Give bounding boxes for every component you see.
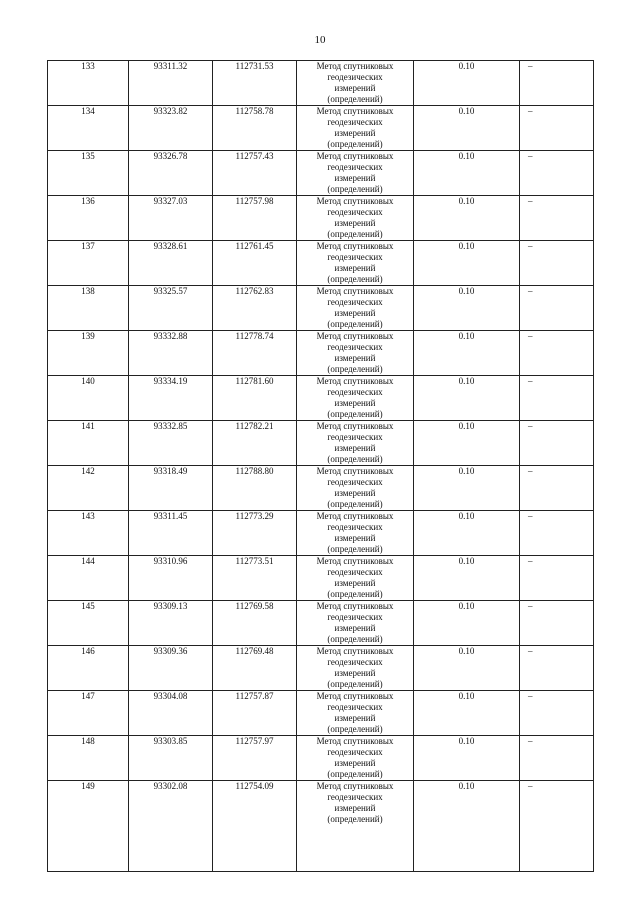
- accuracy-cell: 0.10: [414, 151, 520, 196]
- method-line: Метод спутниковых: [316, 106, 394, 116]
- method-line: измерений: [334, 83, 376, 93]
- y-coordinate-cell: 112773.29: [213, 511, 297, 556]
- description-cell: –: [520, 421, 594, 466]
- y-coordinate-cell: 112757.98: [213, 196, 297, 241]
- y-coordinate-cell: 112781.60: [213, 376, 297, 421]
- description-cell: –: [520, 511, 594, 556]
- method-line: измерений: [334, 173, 376, 183]
- method-line: геодезических: [327, 342, 383, 352]
- method-cell: [297, 151, 414, 196]
- method-cell: [297, 781, 414, 872]
- method-line: (определений): [327, 94, 383, 104]
- y-coordinate-cell: 112788.80: [213, 466, 297, 511]
- method-line: Метод спутниковых: [316, 646, 394, 656]
- method-line: Метод спутниковых: [316, 331, 394, 341]
- y-coordinate-cell: 112769.48: [213, 646, 297, 691]
- method-line: измерений: [334, 578, 376, 588]
- method-line: геодезических: [327, 117, 383, 127]
- y-coordinate-cell: 112757.87: [213, 691, 297, 736]
- table-row: [48, 196, 594, 241]
- x-coordinate-cell: 93311.45: [129, 511, 213, 556]
- method-line: (определений): [327, 634, 383, 644]
- point-number-cell: 144: [48, 556, 129, 601]
- method-line: (определений): [327, 454, 383, 464]
- table-row: [48, 511, 594, 556]
- coordinates-table: [47, 60, 594, 872]
- description-cell: –: [520, 556, 594, 601]
- method-cell: [297, 331, 414, 376]
- method-cell: [297, 376, 414, 421]
- table-row: [48, 646, 594, 691]
- method-line: геодезических: [327, 297, 383, 307]
- method-line: (определений): [327, 499, 383, 509]
- method-line: Метод спутниковых: [316, 286, 394, 296]
- description-cell: –: [520, 646, 594, 691]
- method-line: измерений: [334, 533, 376, 543]
- method-line: геодезических: [327, 432, 383, 442]
- method-line: геодезических: [327, 387, 383, 397]
- accuracy-cell: 0.10: [414, 421, 520, 466]
- point-number-cell: 147: [48, 691, 129, 736]
- x-coordinate-cell: 93309.13: [129, 601, 213, 646]
- method-line: геодезических: [327, 567, 383, 577]
- method-cell: [297, 511, 414, 556]
- point-number-cell: 140: [48, 376, 129, 421]
- description-cell: –: [520, 61, 594, 106]
- method-line: измерений: [334, 623, 376, 633]
- method-line: (определений): [327, 274, 383, 284]
- x-coordinate-cell: 93309.36: [129, 646, 213, 691]
- method-line: геодезических: [327, 522, 383, 532]
- method-line: геодезических: [327, 612, 383, 622]
- accuracy-cell: 0.10: [414, 286, 520, 331]
- x-coordinate-cell: 93304.08: [129, 691, 213, 736]
- method-line: геодезических: [327, 162, 383, 172]
- x-coordinate-cell: 93332.85: [129, 421, 213, 466]
- method-line: Метод спутниковых: [316, 556, 394, 566]
- method-line: геодезических: [327, 747, 383, 757]
- x-coordinate-cell: 93334.19: [129, 376, 213, 421]
- table-row: [48, 241, 594, 286]
- accuracy-cell: 0.10: [414, 736, 520, 781]
- method-line: Метод спутниковых: [316, 151, 394, 161]
- method-line: Метод спутниковых: [316, 511, 394, 521]
- method-cell: [297, 421, 414, 466]
- method-cell: [297, 286, 414, 331]
- method-line: измерений: [334, 803, 376, 813]
- description-cell: –: [520, 601, 594, 646]
- y-coordinate-cell: 112754.09: [213, 781, 297, 872]
- description-cell: –: [520, 376, 594, 421]
- accuracy-cell: 0.10: [414, 106, 520, 151]
- y-coordinate-cell: 112757.43: [213, 151, 297, 196]
- description-cell: –: [520, 151, 594, 196]
- method-line: Метод спутниковых: [316, 241, 394, 251]
- accuracy-cell: 0.10: [414, 466, 520, 511]
- y-coordinate-cell: 112758.78: [213, 106, 297, 151]
- description-cell: –: [520, 691, 594, 736]
- method-cell: [297, 106, 414, 151]
- method-line: Метод спутниковых: [316, 691, 394, 701]
- table-row: [48, 151, 594, 196]
- method-line: (определений): [327, 184, 383, 194]
- table-row: [48, 466, 594, 511]
- method-line: (определений): [327, 814, 383, 824]
- x-coordinate-cell: 93325.57: [129, 286, 213, 331]
- description-cell: –: [520, 331, 594, 376]
- description-cell: –: [520, 781, 594, 872]
- method-line: геодезических: [327, 702, 383, 712]
- method-line: Метод спутниковых: [316, 781, 394, 791]
- method-line: (определений): [327, 364, 383, 374]
- point-number-cell: 133: [48, 61, 129, 106]
- x-coordinate-cell: 93328.61: [129, 241, 213, 286]
- accuracy-cell: 0.10: [414, 601, 520, 646]
- table-row: [48, 556, 594, 601]
- table-row: [48, 736, 594, 781]
- x-coordinate-cell: 93302.08: [129, 781, 213, 872]
- method-line: измерений: [334, 758, 376, 768]
- y-coordinate-cell: 112773.51: [213, 556, 297, 601]
- method-line: Метод спутниковых: [316, 196, 394, 206]
- x-coordinate-cell: 93326.78: [129, 151, 213, 196]
- method-line: измерений: [334, 398, 376, 408]
- accuracy-cell: 0.10: [414, 511, 520, 556]
- y-coordinate-cell: 112762.83: [213, 286, 297, 331]
- method-line: измерений: [334, 353, 376, 363]
- accuracy-cell: 0.10: [414, 331, 520, 376]
- method-line: геодезических: [327, 792, 383, 802]
- point-number-cell: 138: [48, 286, 129, 331]
- y-coordinate-cell: 112782.21: [213, 421, 297, 466]
- table-row: [48, 376, 594, 421]
- y-coordinate-cell: 112761.45: [213, 241, 297, 286]
- accuracy-cell: 0.10: [414, 691, 520, 736]
- method-line: геодезических: [327, 207, 383, 217]
- method-cell: [297, 466, 414, 511]
- point-number-cell: 134: [48, 106, 129, 151]
- method-line: измерений: [334, 128, 376, 138]
- description-cell: –: [520, 241, 594, 286]
- table-row: [48, 691, 594, 736]
- table-row: [48, 781, 594, 872]
- method-cell: [297, 601, 414, 646]
- description-cell: –: [520, 286, 594, 331]
- point-number-cell: 143: [48, 511, 129, 556]
- y-coordinate-cell: 112757.97: [213, 736, 297, 781]
- accuracy-cell: 0.10: [414, 646, 520, 691]
- point-number-cell: 145: [48, 601, 129, 646]
- table-row: [48, 601, 594, 646]
- method-line: Метод спутниковых: [316, 466, 394, 476]
- method-line: (определений): [327, 319, 383, 329]
- y-coordinate-cell: 112731.53: [213, 61, 297, 106]
- method-line: Метод спутниковых: [316, 421, 394, 431]
- page-number: 10: [314, 34, 326, 46]
- table-row: [48, 286, 594, 331]
- method-cell: [297, 61, 414, 106]
- method-line: измерений: [334, 218, 376, 228]
- description-cell: –: [520, 466, 594, 511]
- x-coordinate-cell: 93323.82: [129, 106, 213, 151]
- method-line: (определений): [327, 544, 383, 554]
- accuracy-cell: 0.10: [414, 781, 520, 872]
- point-number-cell: 149: [48, 781, 129, 872]
- method-line: (определений): [327, 229, 383, 239]
- description-cell: –: [520, 196, 594, 241]
- coordinates-table-body: [48, 61, 594, 872]
- x-coordinate-cell: 93327.03: [129, 196, 213, 241]
- x-coordinate-cell: 93303.85: [129, 736, 213, 781]
- table-row: [48, 106, 594, 151]
- method-cell: [297, 691, 414, 736]
- point-number-cell: 136: [48, 196, 129, 241]
- method-cell: [297, 196, 414, 241]
- method-line: (определений): [327, 139, 383, 149]
- method-line: (определений): [327, 679, 383, 689]
- method-cell: [297, 646, 414, 691]
- description-cell: –: [520, 106, 594, 151]
- table-row: [48, 421, 594, 466]
- accuracy-cell: 0.10: [414, 61, 520, 106]
- method-line: геодезических: [327, 657, 383, 667]
- point-number-cell: 139: [48, 331, 129, 376]
- table-row: [48, 61, 594, 106]
- x-coordinate-cell: 93310.96: [129, 556, 213, 601]
- x-coordinate-cell: 93318.49: [129, 466, 213, 511]
- accuracy-cell: 0.10: [414, 241, 520, 286]
- method-line: (определений): [327, 409, 383, 419]
- method-line: измерений: [334, 443, 376, 453]
- method-line: (определений): [327, 769, 383, 779]
- method-line: геодезических: [327, 72, 383, 82]
- method-cell: [297, 736, 414, 781]
- method-line: измерений: [334, 308, 376, 318]
- method-line: измерений: [334, 713, 376, 723]
- x-coordinate-cell: 93332.88: [129, 331, 213, 376]
- method-line: (определений): [327, 589, 383, 599]
- point-number-cell: 135: [48, 151, 129, 196]
- accuracy-cell: 0.10: [414, 376, 520, 421]
- method-line: геодезических: [327, 477, 383, 487]
- method-line: (определений): [327, 724, 383, 734]
- accuracy-cell: 0.10: [414, 556, 520, 601]
- point-number-cell: 148: [48, 736, 129, 781]
- method-cell: [297, 556, 414, 601]
- method-line: Метод спутниковых: [316, 736, 394, 746]
- point-number-cell: 142: [48, 466, 129, 511]
- accuracy-cell: 0.10: [414, 196, 520, 241]
- method-line: Метод спутниковых: [316, 61, 394, 71]
- table-row: [48, 331, 594, 376]
- method-line: Метод спутниковых: [316, 601, 394, 611]
- method-cell: [297, 241, 414, 286]
- y-coordinate-cell: 112769.58: [213, 601, 297, 646]
- x-coordinate-cell: 93311.32: [129, 61, 213, 106]
- point-number-cell: 141: [48, 421, 129, 466]
- method-line: геодезических: [327, 252, 383, 262]
- y-coordinate-cell: 112778.74: [213, 331, 297, 376]
- method-line: измерений: [334, 668, 376, 678]
- method-line: Метод спутниковых: [316, 376, 394, 386]
- point-number-cell: 146: [48, 646, 129, 691]
- method-line: измерений: [334, 488, 376, 498]
- point-number-cell: 137: [48, 241, 129, 286]
- method-line: измерений: [334, 263, 376, 273]
- description-cell: –: [520, 736, 594, 781]
